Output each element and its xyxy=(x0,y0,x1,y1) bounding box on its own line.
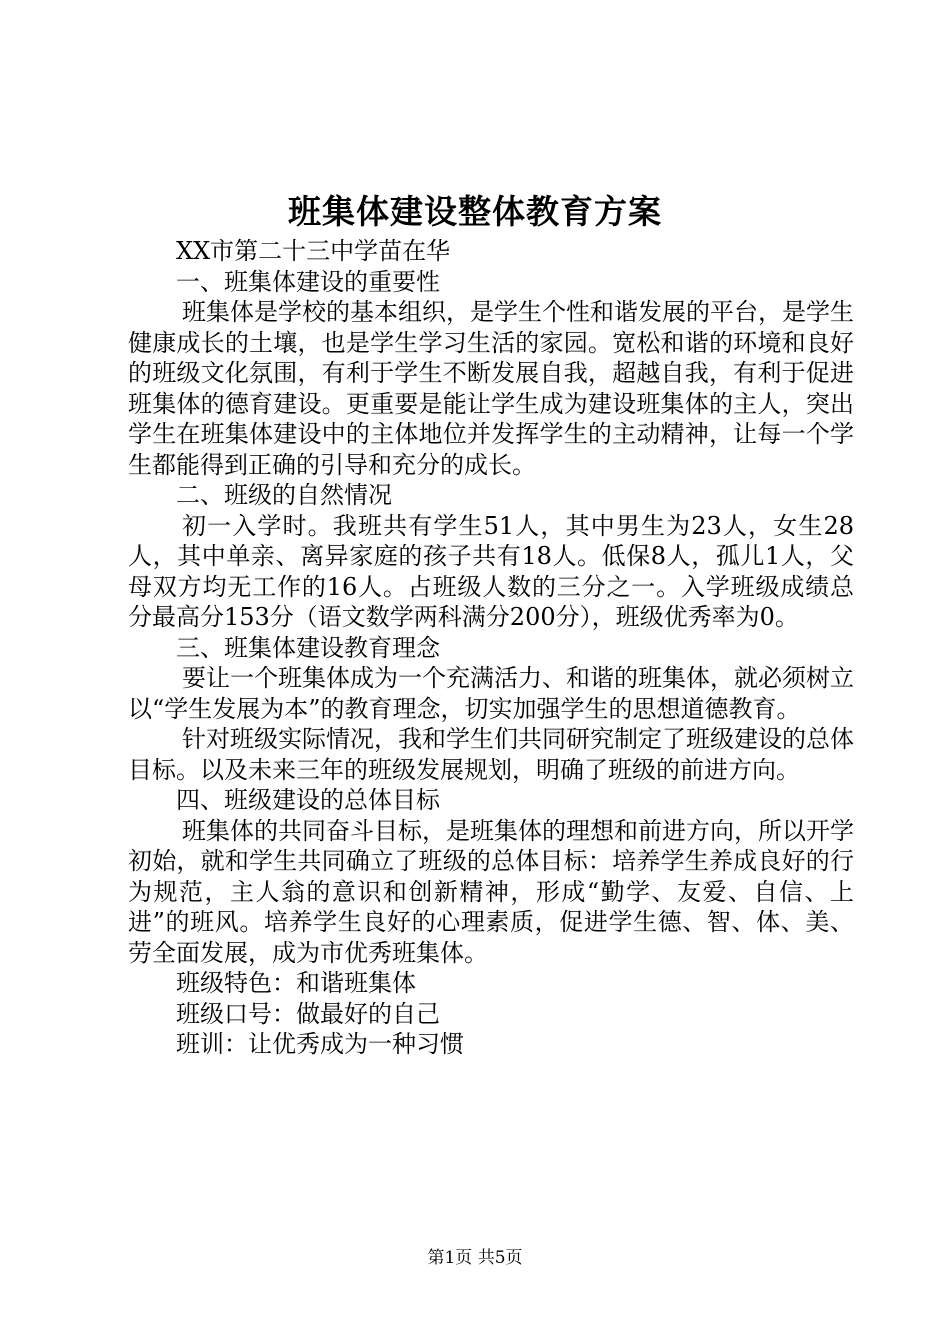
section-heading: 三、班集体建设教育理念 xyxy=(176,633,440,662)
document-title: 班集体建设整体教育方案 xyxy=(288,192,662,231)
class-slogan-line: 班级口号：做最好的自己 xyxy=(176,999,440,1028)
page-footer: 第1页 共5页 xyxy=(427,1248,523,1268)
section-heading: 一、班集体建设的重要性 xyxy=(176,267,440,296)
paragraph: 班集体是学校的基本组织，是学生个性和谐发展的平台，是学生健康成长的土壤，也是学生学习生活的家园。宽松和谐的环境和良好的班级文化氛围，有利于学生不断发展自我，超越自我，有利于促进班集体的德育建设。更重要是能让学生成为建设班集体的主人，突出学生在班集体建设中的主体地位并发挥学生的主动精神，让每一个学生都能得到正确的引导和充分的成长。 xyxy=(128,298,854,479)
class-motto-line: 班训：让优秀成为一种习惯 xyxy=(176,1030,464,1058)
document-body xyxy=(128,236,854,1060)
paragraph: 要让一个班集体成为一个充满活力、和谐的班集体，就必须树立以“学生发展为本”的教育理念，切实加强学生的思想道德教育。 xyxy=(128,664,854,723)
author-line: XX市第二十三中学苗在华 xyxy=(176,237,451,265)
section-heading: 二、班级的自然情况 xyxy=(176,481,392,509)
class-feature-line: 班级特色：和谐班集体 xyxy=(176,969,416,997)
paragraph: 针对班级实际情况，我和学生们共同研究制定了班级建设的总体目标。以及未来三年的班级发展规划，明确了班级的前进方向。 xyxy=(128,725,854,784)
paragraph: 初一入学时。我班共有学生51人，其中男生为23人，女生28人，其中单亲、离异家庭的孩子共有18人。低保8人，孤儿1人，父母双方均无工作的16人。占班级人数的三分之一。入学班级成绩总分最高分153分（语文数学两科满分200分），班级优秀率为0。 xyxy=(128,511,854,631)
section-heading: 四、班级建设的总体目标 xyxy=(176,786,440,814)
paragraph: 班集体的共同奋斗目标，是班集体的理想和前进方向，所以开学初始，就和学生共同确立了班级的总体目标：培养学生养成良好的行为规范，主人翁的意识和创新精神，形成“勤学、友爱、自信、上进”的班风。培养学生良好的心理素质，促进学生德、智、体、美、劳全面发展，成为市优秀班集体。 xyxy=(128,816,854,967)
